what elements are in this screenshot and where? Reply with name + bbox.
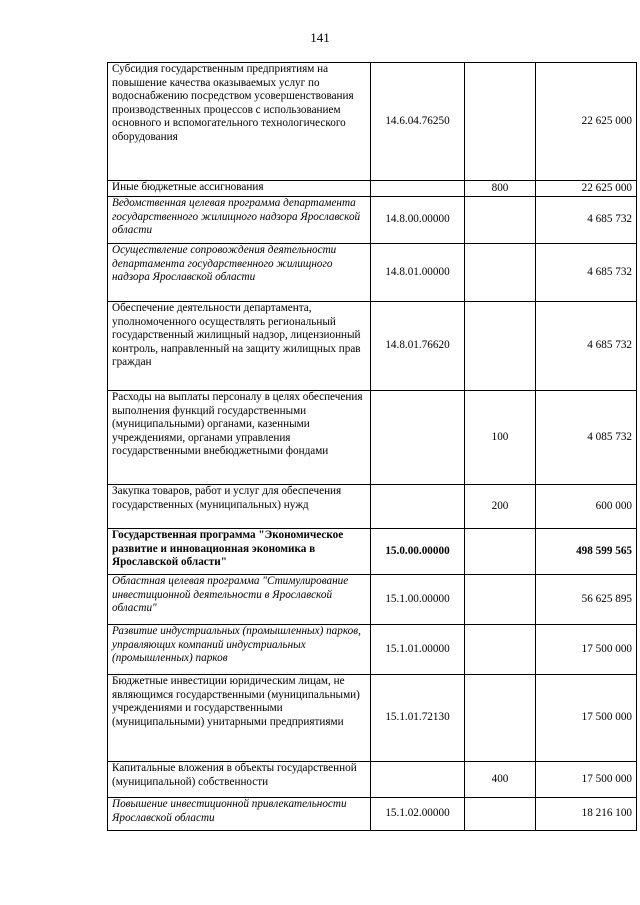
- table-row: [108, 675, 637, 762]
- row-expense-type: [465, 302, 536, 391]
- row-expense-type: [465, 575, 536, 625]
- row-code: 15.1.02.00000: [371, 798, 465, 831]
- budget-table: [107, 62, 637, 831]
- row-name: Бюджетные инвестиции юридическим лицам, не являющимся государственными (муниципальными) учреждениями и государственными (муниципальными) унитарными предприятиями: [108, 675, 371, 762]
- row-sum: 4 085 732: [536, 391, 637, 485]
- row-code: [371, 762, 465, 798]
- table-row: [108, 485, 637, 529]
- row-name: Расходы на выплаты персоналу в целях обеспечения выполнения функций государственными (муниципальными) органами, казенными учреждениями, органами управления государственными внебюджетными фондами: [108, 391, 371, 485]
- row-code: [371, 485, 465, 529]
- row-expense-type: 100: [465, 391, 536, 485]
- row-code: 15.1.01.72130: [371, 675, 465, 762]
- row-sum: 4 685 732: [536, 244, 637, 302]
- row-sum: 17 500 000: [536, 625, 637, 675]
- row-code: 15.1.01.00000: [371, 625, 465, 675]
- row-sum: 17 500 000: [536, 675, 637, 762]
- row-name: Повышение инвестиционной привлекательности Ярославской области: [108, 798, 371, 831]
- table-row: [108, 529, 637, 575]
- row-code: 15.0.00.00000: [371, 529, 465, 575]
- row-code: 14.8.01.76620: [371, 302, 465, 391]
- row-expense-type: 400: [465, 762, 536, 798]
- row-expense-type: [465, 529, 536, 575]
- row-name: Обеспечение деятельности департамента, уполномоченного осуществлять региональный государственный жилищный надзор, лицензионный контроль, направленный на защиту жилищных прав граждан: [108, 302, 371, 391]
- row-sum: 22 625 000: [536, 181, 637, 197]
- table-row: [108, 181, 637, 197]
- page-number: 141: [310, 30, 330, 45]
- row-expense-type: [465, 798, 536, 831]
- row-code: 15.1.00.00000: [371, 575, 465, 625]
- row-sum: 600 000: [536, 485, 637, 529]
- row-sum: 17 500 000: [536, 762, 637, 798]
- row-expense-type: [465, 197, 536, 244]
- row-name: Иные бюджетные ассигнования: [108, 181, 371, 197]
- table-row: [108, 244, 637, 302]
- table-row: [108, 63, 637, 181]
- row-code: 14.8.01.00000: [371, 244, 465, 302]
- row-expense-type: [465, 625, 536, 675]
- row-expense-type: 800: [465, 181, 536, 197]
- table-row: [108, 798, 637, 831]
- row-name: Государственная программа "Экономическое развитие и инновационная экономика в Ярославской области": [108, 529, 371, 575]
- row-code: [371, 391, 465, 485]
- row-name: Закупка товаров, работ и услуг для обеспечения государственных (муниципальных) нужд: [108, 485, 371, 529]
- table-row: [108, 391, 637, 485]
- row-expense-type: [465, 244, 536, 302]
- row-name: Развитие индустриальных (промышленных) парков, управляющих компаний индустриальных (промышленных) парков: [108, 625, 371, 675]
- table-row: [108, 575, 637, 625]
- row-name: Областная целевая программа "Стимулирование инвестиционной деятельности в Ярославской области": [108, 575, 371, 625]
- row-name: Субсидия государственным предприятиям на повышение качества оказываемых услуг по водоснабжению посредством усовершенствования производственных процессов с использованием основного и вспомогательного технологического оборудования: [108, 63, 371, 181]
- row-sum: 4 685 732: [536, 197, 637, 244]
- table-row: [108, 302, 637, 391]
- row-expense-type: [465, 675, 536, 762]
- row-sum: 4 685 732: [536, 302, 637, 391]
- row-sum: 498 599 565: [536, 529, 637, 575]
- row-expense-type: 200: [465, 485, 536, 529]
- row-sum: 56 625 895: [536, 575, 637, 625]
- row-code: [371, 181, 465, 197]
- row-name: Ведомственная целевая программа департамента государственного жилищного надзора Ярославской области: [108, 197, 371, 244]
- row-sum: 22 625 000: [536, 63, 637, 181]
- row-name: Осуществление сопровождения деятельности департамента государственного жилищного надзора Ярославской области: [108, 244, 371, 302]
- row-sum: 18 216 100: [536, 798, 637, 831]
- table-row: [108, 197, 637, 244]
- table-row: [108, 625, 637, 675]
- row-code: 14.6.04.76250: [371, 63, 465, 181]
- row-expense-type: [465, 63, 536, 181]
- table-row: [108, 762, 637, 798]
- row-name: Капитальные вложения в объекты государственной (муниципальной) собственности: [108, 762, 371, 798]
- row-code: 14.8.00.00000: [371, 197, 465, 244]
